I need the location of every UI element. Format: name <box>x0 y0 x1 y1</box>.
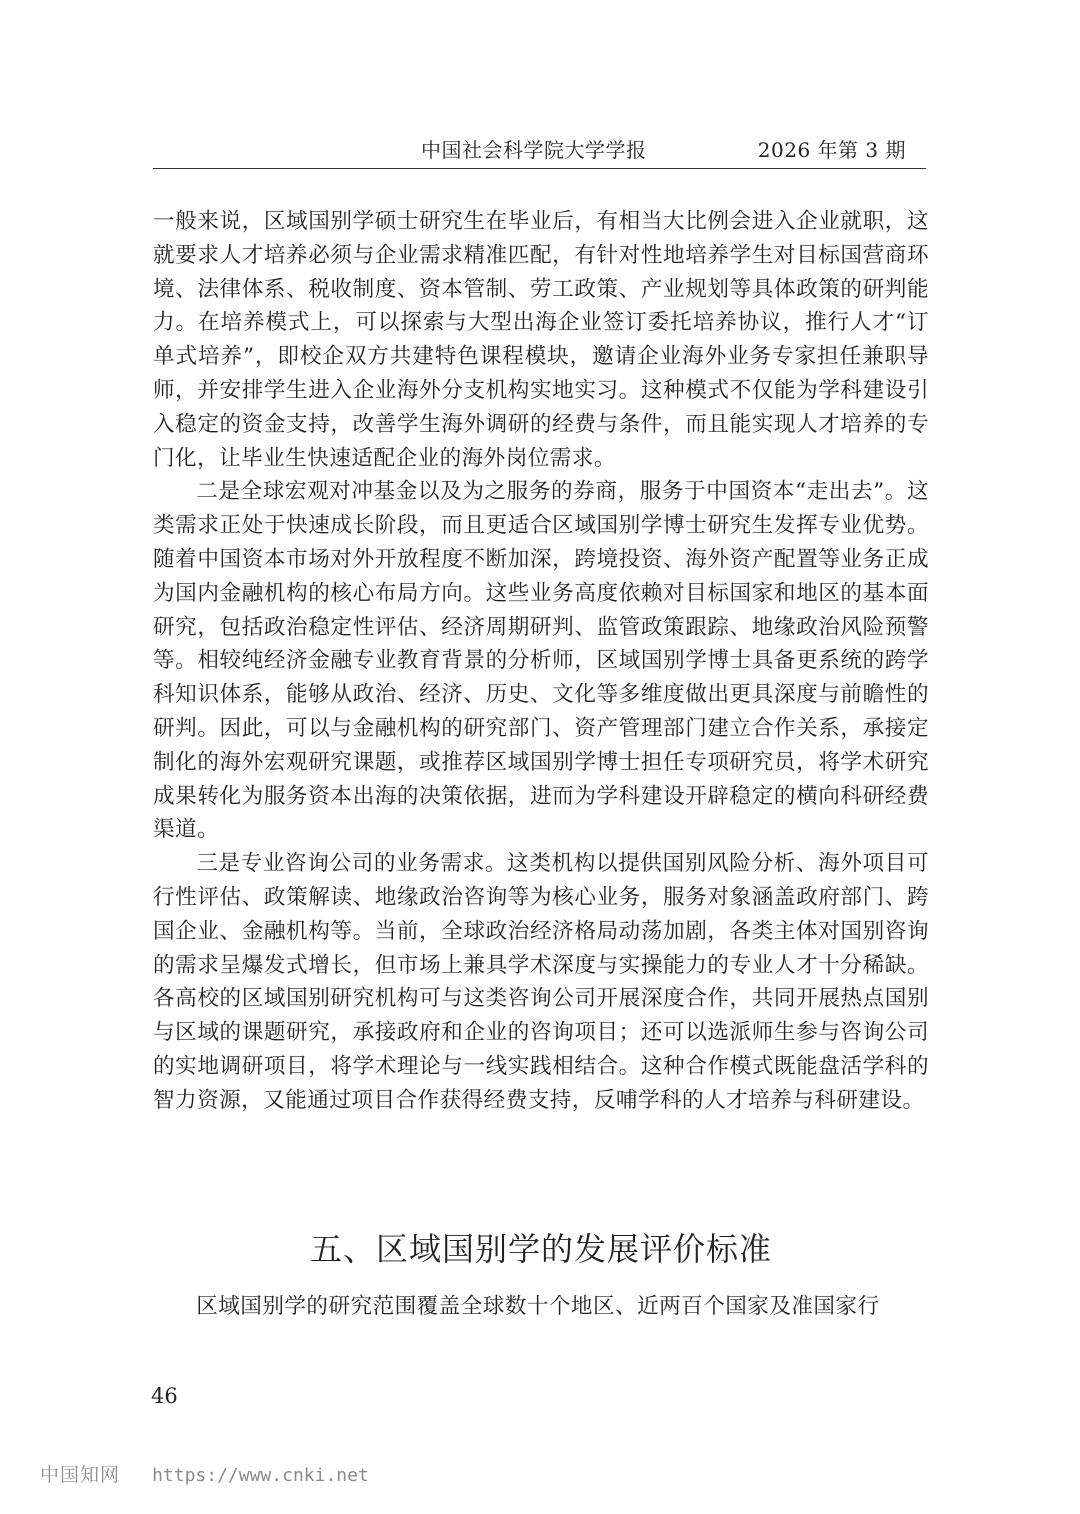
page-number: 46 <box>151 1384 178 1408</box>
paragraph-4: 区域国别学的研究范围覆盖全球数十个地区、近两百个国家及准国家行 <box>196 1294 880 1319</box>
next-section-body <box>153 1290 929 1324</box>
journal-title: 中国社会科学院大学学报 <box>421 138 647 162</box>
watermark-site-name: 中国知网 <box>40 1464 121 1486</box>
watermark-url: https://www.cnki.net <box>152 1465 369 1486</box>
cnki-watermark <box>40 1460 369 1487</box>
issue-label: 2026 年第 3 期 <box>757 138 906 162</box>
body-text <box>153 205 929 1118</box>
paragraph-1: 一般来说，区域国别学硕士研究生在毕业后，有相当大比例会进入企业就职，这就要求人才培养必须与企业需求精准匹配，有针对性地培养学生对目标国营商环境、法律体系、税收制度、资本管制、劳工政策、产业规划等具体政策的研判能力。在培养模式上，可以探索与大型出海企业签订委托培养协议，推行人才“订单式培养”，即校企双方共建特色课程模块，邀请企业海外业务专家担任兼职导师，并安排学生进入企业海外分支机构实地实习。这种模式不仅能为学科建设引入稳定的资金支持，改善学生海外调研的经费与条件，而且能实现人才培养的专门化，让毕业生快速适配企业的海外岗位需求。 <box>153 209 929 471</box>
paragraph-2: 二是全球宏观对冲基金以及为之服务的券商，服务于中国资本“走出去”。这类需求正处于快速成长阶段，而且更适合区域国别学博士研究生发挥专业优势。随着中国资本市场对外开放程度不断加深，跨境投资、海外资产配置等业务正成为国内金融机构的核心布局方向。这些业务高度依赖对目标国家和地区的基本面研究，包括政治稳定性评估、经济周期研判、监管政策跟踪、地缘政治风险预警等。相较纯经济金融专业教育背景的分析师，区域国别学博士具备更系统的跨学科知识体系，能够从政治、经济、历史、文化等多维度做出更具深度与前瞻性的研判。因此，可以与金融机构的研究部门、资产管理部门建立合作关系，承接定制化的海外宏观研究课题，或推荐区域国别学博士担任专项研究员，将学术研究成果转化为服务资本出海的决策依据，进而为学科建设开辟稳定的横向科研经费渠道。 <box>153 479 929 843</box>
running-header <box>153 132 926 169</box>
paragraph-3: 三是专业咨询公司的业务需求。这类机构以提供国别风险分析、海外项目可行性评估、政策解读、地缘政治咨询等为核心业务，服务对象涵盖政府部门、跨国企业、金融机构等。当前，全球政治经济格局动荡加剧，各类主体对国别咨询的需求呈爆发式增长，但市场上兼具学术深度与实操能力的专业人才十分稀缺。各高校的区域国别研究机构可与这类咨询公司开展深度合作，共同开展热点国别与区域的课题研究，承接政府和企业的咨询项目；还可以选派师生参与咨询公司的实地调研项目，将学术理论与一线实践相结合。这种合作模式既能盘活学科的智力资源，又能通过项目合作获得经费支持，反哺学科的人才培养与科研建设。 <box>153 851 929 1113</box>
section-heading: 五、区域国别学的发展评价标准 <box>309 1230 772 1268</box>
